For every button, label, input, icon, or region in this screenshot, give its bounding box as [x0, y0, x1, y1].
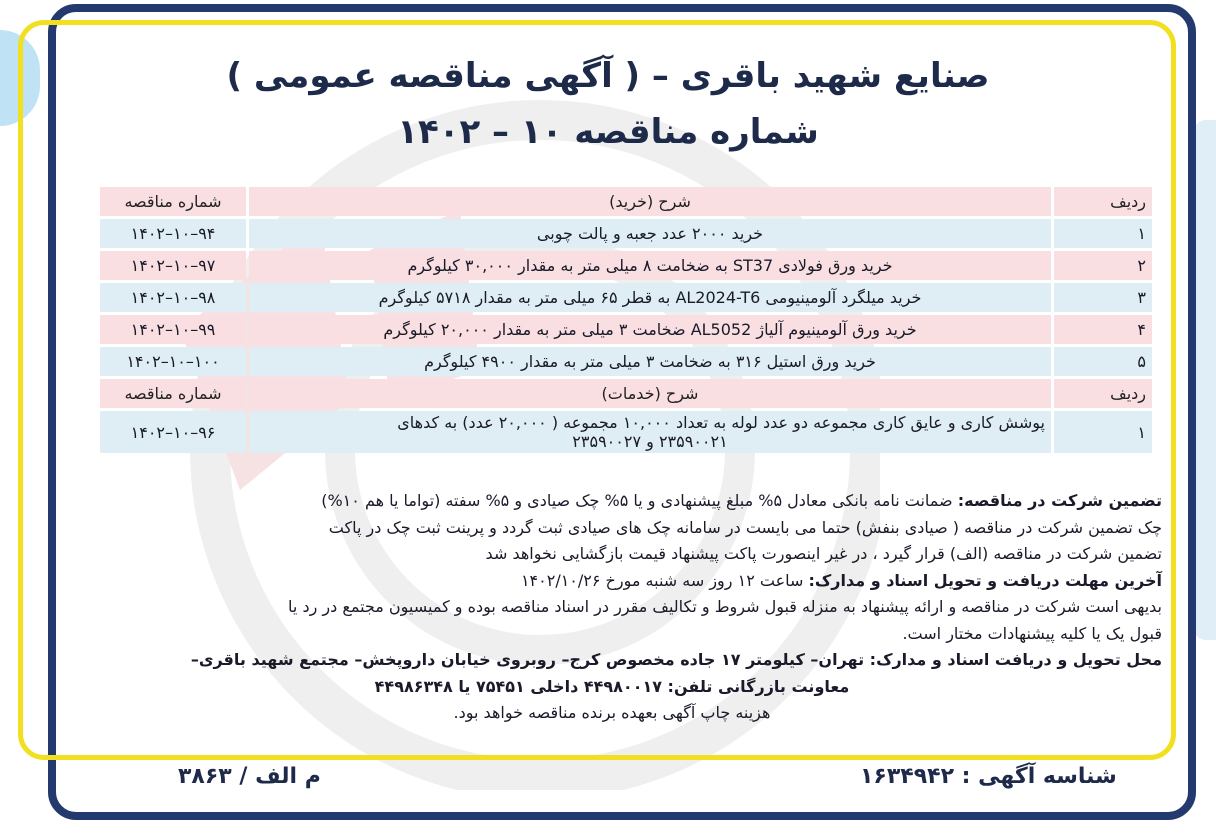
row-description: خرید ورق آلومینیوم آلیاژ AL5052 ضخامت ۳ میلی متر به مقدار ۲۰,۰۰۰ کیلوگرم: [249, 315, 1051, 344]
guarantee-text: ضمانت نامه بانکی معادل ۵% مبلغ پیشنهادی و یا ۵% چک صیادی و ۵% سفته (تواما یا هم ۱۰%): [321, 491, 953, 510]
phone-line: معاونت بازرگانی تلفن: ۴۴۹۸۰۰۱۷ داخلی ۷۵۴۵۱ یا ۴۴۹۸۶۳۴۸: [374, 676, 850, 696]
row-tender-number: ۱۴۰۲–۱۰–۹۴: [100, 219, 246, 248]
header-desc-label: شرح (خرید): [249, 187, 1051, 216]
row-index: ۴: [1054, 315, 1152, 344]
row-index: ۲: [1054, 251, 1152, 280]
tender-table: [97, 184, 1155, 456]
row-description: خرید ورق فولادی ST37 به ضخامت ۸ میلی متر به مقدار ۳۰,۰۰۰ کیلوگرم: [249, 251, 1051, 280]
acceptance-line-1: بدیهی است شرکت در مناقصه و ارائه پیشنهاد به منزله قبول شروط و تکالیف مقرر در اسناد مناقصه بوده و کمیسیون مجتمع در رد یا: [288, 597, 1162, 616]
guarantee-paragraph: [62, 488, 1162, 515]
header-row-label: ردیف: [1054, 379, 1152, 408]
ad-id: شناسه آگهی : ۱۶۳۴۹۴۲: [860, 764, 1117, 789]
row-index: ۱: [1054, 219, 1152, 248]
acceptance-line-2: قبول یک یا کلیه پیشنهادات مختار است.: [902, 623, 1162, 643]
row-index: ۱: [1054, 411, 1152, 453]
table-row: [100, 347, 1152, 376]
address-line: محل تحویل و دریافت اسناد و مدارک: تهران– کیلومتر ۱۷ جاده مخصوص کرج– روبروی خیابان داروپخش– مجتمع شهید باقری–: [190, 650, 1162, 669]
service-desc-line2: ۲۳۵۹۰۰۲۱ و ۲۳۵۹۰۰۲۷: [572, 432, 728, 451]
cheque-line-1: چک تضمین شرکت در مناقصه ( صیادی بنفش) حتما می بایست در سامانه چک های صیادی ثبت گردد و پرینت ثبت چک در پاکت: [328, 517, 1162, 537]
header-desc-label: شرح (خدمات): [249, 379, 1051, 408]
purchase-header-row: [100, 187, 1152, 216]
row-tender-number: ۱۴۰۲–۱۰–۹۷: [100, 251, 246, 280]
table-row: [100, 219, 1152, 248]
terms-section: [62, 488, 1162, 727]
header-row-label: ردیف: [1054, 187, 1152, 216]
cheque-line-2: تضمین شرکت در مناقصه (الف) قرار گیرد ، در غیر اینصورت پاکت پیشنهاد قیمت بازگشایی نخواهد شد: [485, 544, 1162, 563]
deadline-text: ساعت ۱۲ روز سه شنبه مورخ ۱۴۰۲/۱۰/۲۶: [520, 570, 804, 590]
row-index: ۳: [1054, 283, 1152, 312]
table-row: [100, 251, 1152, 280]
row-tender-number: ۱۴۰۲–۱۰–۹۹: [100, 315, 246, 344]
table-row: [100, 315, 1152, 344]
page-title: صنایع شهید باقری – ( آگهی مناقصه عمومی ): [226, 56, 990, 96]
row-tender-number: ۱۴۰۲–۱۰–۱۰۰: [100, 347, 246, 376]
deadline-label: آخرین مهلت دریافت و تحویل اسناد و مدارک:: [808, 570, 1162, 590]
header-number-label: شماره مناقصه: [100, 187, 246, 216]
table-row: [100, 283, 1152, 312]
tender-number-title: شماره مناقصه ۱۰ – ۱۴۰۲: [397, 112, 819, 152]
row-description: خرید ۲۰۰۰ عدد جعبه و پالت چوبی: [249, 219, 1051, 248]
row-index: ۵: [1054, 347, 1152, 376]
header-number-label: شماره مناقصه: [100, 379, 246, 408]
cost-note: هزینه چاپ آگهی بعهده برنده مناقصه خواهد بود.: [453, 703, 771, 722]
deadline-paragraph: [62, 568, 1162, 595]
row-tender-number: ۱۴۰۲–۱۰–۹۶: [100, 411, 246, 453]
services-header-row: [100, 379, 1152, 408]
row-description: [249, 411, 1051, 453]
service-desc-line1: پوشش کاری و عایق کاری مجموعه دو عدد لوله به تعداد ۱۰,۰۰۰ مجموعه ( ۲۰,۰۰۰ عدد) به کدهای: [397, 413, 1045, 432]
row-description: خرید ورق استیل ۳۱۶ به ضخامت ۳ میلی متر به مقدار ۴۹۰۰ کیلوگرم: [249, 347, 1051, 376]
decorative-right-shape: [1194, 120, 1216, 640]
guarantee-label: تضمین شرکت در مناقصه:: [957, 491, 1162, 510]
row-tender-number: ۱۴۰۲–۱۰–۹۸: [100, 283, 246, 312]
ad-code: م الف / ۳۸۶۳: [178, 764, 321, 789]
row-description: خرید میلگرد آلومینیومی AL2024-T6 به قطر ۶۵ میلی متر به مقدار ۵۷۱۸ کیلوگرم: [249, 283, 1051, 312]
table-row: [100, 411, 1152, 453]
